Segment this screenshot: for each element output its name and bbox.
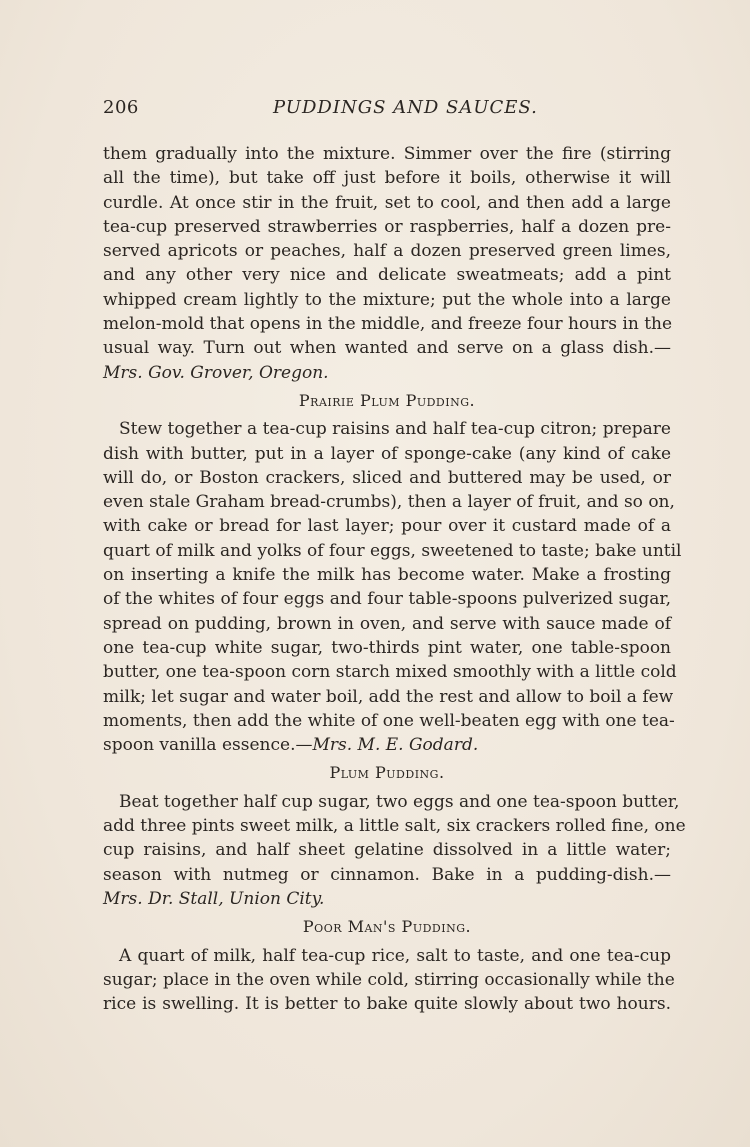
text-line: melon-mold that opens in the middle, and freeze four hours in the [103,314,673,335]
attribution: Mrs. M. E. Godard. [312,735,479,756]
text-line: add three pints sweet milk, a little salt, six crackers rolled fine, one [103,816,686,837]
text-line: served apricots or peaches, half a dozen preserved green limes, [103,241,671,262]
text-line: one tea-cup white sugar, two-thirds pint water, one table-spoon [103,637,671,658]
text-line: moments, then add the white of one well-beaten egg with one tea- [103,710,675,731]
recipe-title: Poor Man's Pudding. [302,917,472,937]
text-line: sugar; place in the oven while cold, stirring occasionally while the [103,969,675,990]
text-line: Beat together half cup sugar, two eggs and one tea-spoon butter, [119,791,680,812]
text-line: season with nutmeg or cinnamon. Bake in a pudding-dish.— [103,864,671,885]
text-line: curdle. At once stir in the fruit, set to cool, and then add a large [103,192,671,213]
text-line: of the whites of four eggs and four table-spoons pulverized sugar, [103,589,671,610]
text-line: spread on pudding, brown in oven, and serve with sauce made of [103,613,671,634]
text-line: tea-cup preserved strawberries or raspberries, half a dozen pre- [103,216,671,237]
text-line: on inserting a knife the milk has become water. Make a frosting [103,565,671,586]
text-line: all the time), but take off just before it boils, otherwise it will [103,168,671,189]
text-line: Stew together a tea-cup raisins and half tea-cup citron; prepare [119,419,671,440]
text-line: dish with butter, put in a layer of sponge-cake (any kind of cake [103,443,671,464]
text-line: butter, one tea-spoon corn starch mixed smoothly with a little cold [103,662,677,683]
text-line: A quart of milk, half tea-cup rice, salt to taste, and one tea-cup [119,945,671,966]
text-line: cup raisins, and half sheet gelatine dissolved in a little water; [103,840,671,861]
attribution: Mrs. Dr. Stall, Union City. [103,888,325,909]
recipe-plum-pudding [103,761,686,911]
intro-paragraph [103,142,671,385]
text-line: with cake or bread for last layer; pour over it custard made of a [103,516,671,537]
text-line-last [103,733,671,757]
text-line: quart of milk and yolks of four eggs, sweetened to taste; bake until [103,540,682,561]
text-line: usual way. Turn out when wanted and serve on a glass dish.— [103,338,671,359]
recipe-title: Plum Pudding. [329,763,445,783]
recipe-title: Prairie Plum Pudding. [298,390,476,410]
text-line: even stale Graham bread-crumbs), then a layer of fruit, and so on, [103,492,675,513]
page-number: 206 [103,97,139,118]
text-line: will do, or Boston crackers, sliced and buttered may be used, or [103,467,671,488]
page-body [103,142,686,1016]
page-header [103,97,671,121]
text-line-end: spoon vanilla essence.— [103,735,313,756]
text-line: whipped cream lightly to the mixture; put the whole into a large [103,289,671,310]
text-line: them gradually into the mixture. Simmer over the fire (stirring [103,144,671,164]
attribution: Mrs. Gov. Grover, Oregon. [103,362,329,383]
text-line: and any other very nice and delicate sweatmeats; add a pint [103,265,671,286]
recipe-prairie-plum-pudding [103,389,682,757]
recipe-poor-mans-pudding [103,915,675,1016]
text-line: milk; let sugar and water boil, add the rest and allow to boil a few [103,686,674,707]
text-line: rice is swelling. It is better to bake quite slowly about two hours. [103,994,671,1015]
running-title: PUDDINGS AND SAUCES. [273,97,538,118]
